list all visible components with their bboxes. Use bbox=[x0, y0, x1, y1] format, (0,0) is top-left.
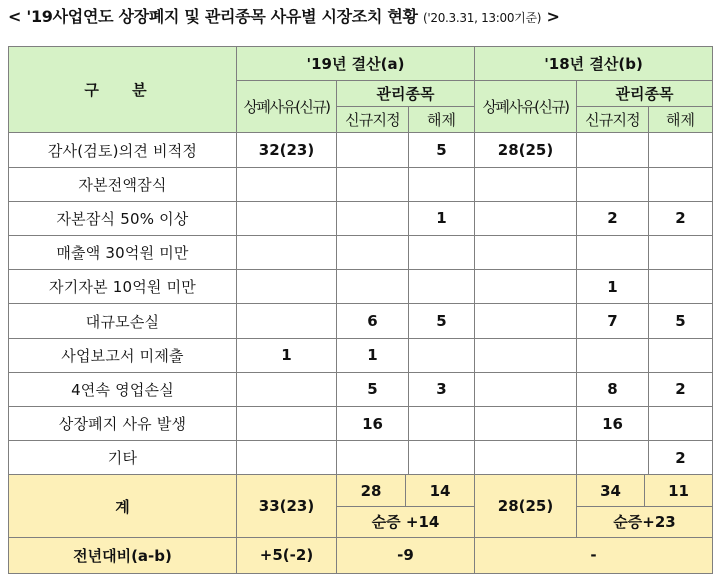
table-row bbox=[9, 406, 713, 440]
cell-b-new: 1 bbox=[577, 270, 649, 304]
header-b-admin: 관리종목 bbox=[577, 81, 713, 107]
total-row bbox=[9, 475, 713, 537]
cell-a-delist bbox=[237, 201, 337, 235]
cell-a-new: 6 bbox=[337, 304, 409, 338]
cell-a-delist bbox=[237, 270, 337, 304]
table-row bbox=[9, 270, 713, 304]
cell-a-delist bbox=[237, 441, 337, 475]
row-label: 자기자본 10억원 미만 bbox=[9, 270, 237, 304]
cell-b-new: 2 bbox=[577, 201, 649, 235]
cell-a-release: 5 bbox=[409, 133, 475, 167]
total-b-new: 34 bbox=[577, 475, 645, 506]
table-row bbox=[9, 441, 713, 475]
cell-a-new bbox=[337, 201, 409, 235]
total-b-release: 11 bbox=[668, 481, 689, 500]
header-b-release: 해제 bbox=[649, 107, 713, 133]
table-row bbox=[9, 201, 713, 235]
cell-b-delist bbox=[475, 167, 577, 201]
cell-a-new: 16 bbox=[337, 406, 409, 440]
cell-b-new: 8 bbox=[577, 372, 649, 406]
total-a-new: 28 bbox=[337, 475, 406, 506]
table-row bbox=[9, 236, 713, 270]
cell-b-new bbox=[577, 441, 649, 475]
cell-a-delist bbox=[237, 304, 337, 338]
title-main: < '19사업연도 상장폐지 및 관리종목 사유별 시장조치 현황 bbox=[8, 7, 418, 26]
cell-a-new bbox=[337, 236, 409, 270]
row-label: 매출액 30억원 미만 bbox=[9, 236, 237, 270]
row-label: 4연속 영업손실 bbox=[9, 372, 237, 406]
total-a-delist: 33(23) bbox=[237, 475, 337, 537]
cell-b-new bbox=[577, 236, 649, 270]
cell-a-new: 5 bbox=[337, 372, 409, 406]
cell-b-new: 7 bbox=[577, 304, 649, 338]
cell-a-release bbox=[409, 167, 475, 201]
row-label: 상장폐지 사유 발생 bbox=[9, 406, 237, 440]
cell-b-delist bbox=[475, 406, 577, 440]
cell-a-new: 1 bbox=[337, 338, 409, 372]
compare-delist: +5(-2) bbox=[237, 537, 337, 573]
cell-b-release bbox=[649, 270, 713, 304]
row-label: 사업보고서 미제출 bbox=[9, 338, 237, 372]
row-label: 자본잠식 50% 이상 bbox=[9, 201, 237, 235]
cell-b-delist bbox=[475, 270, 577, 304]
cell-a-release bbox=[409, 236, 475, 270]
header-period-b: '18년 결산(b) bbox=[475, 47, 713, 81]
header-b-delisting: 상폐사유(신규) bbox=[475, 81, 577, 133]
header-a-delisting: 상폐사유(신규) bbox=[237, 81, 337, 133]
row-label: 감사(검토)의견 비적정 bbox=[9, 133, 237, 167]
table-row bbox=[9, 304, 713, 338]
compare-b: - bbox=[475, 537, 713, 573]
total-b-admin bbox=[577, 475, 713, 537]
compare-label: 전년대비(a-b) bbox=[9, 537, 237, 573]
header-gubun: 구 분 bbox=[9, 47, 237, 133]
header-b-new: 신규지정 bbox=[577, 107, 649, 133]
total-label: 계 bbox=[9, 475, 237, 537]
cell-a-release: 3 bbox=[409, 372, 475, 406]
cell-a-release bbox=[409, 270, 475, 304]
cell-b-release: 2 bbox=[649, 372, 713, 406]
cell-a-delist bbox=[237, 372, 337, 406]
header-a-new: 신규지정 bbox=[337, 107, 409, 133]
cell-a-delist: 32(23) bbox=[237, 133, 337, 167]
compare-admin: -9 bbox=[337, 537, 475, 573]
cell-b-delist bbox=[475, 201, 577, 235]
total-a-release: 14 bbox=[429, 481, 451, 500]
table-row bbox=[9, 372, 713, 406]
total-a-net: 순증 +14 bbox=[371, 512, 440, 531]
cell-b-new bbox=[577, 133, 649, 167]
cell-b-release: 2 bbox=[649, 201, 713, 235]
cell-a-new bbox=[337, 133, 409, 167]
compare-row bbox=[9, 537, 713, 573]
row-label: 대규모손실 bbox=[9, 304, 237, 338]
table-row bbox=[9, 167, 713, 201]
total-b-net: 순증+23 bbox=[613, 512, 676, 531]
cell-b-new bbox=[577, 338, 649, 372]
cell-a-release bbox=[409, 441, 475, 475]
cell-a-delist: 1 bbox=[237, 338, 337, 372]
cell-b-delist bbox=[475, 338, 577, 372]
cell-a-delist bbox=[237, 236, 337, 270]
table-row bbox=[9, 133, 713, 167]
cell-b-release bbox=[649, 236, 713, 270]
cell-a-release: 1 bbox=[409, 201, 475, 235]
cell-a-release bbox=[409, 338, 475, 372]
cell-b-delist bbox=[475, 236, 577, 270]
cell-b-release bbox=[649, 167, 713, 201]
total-b-delist: 28(25) bbox=[475, 475, 577, 537]
cell-b-release: 5 bbox=[649, 304, 713, 338]
cell-b-delist bbox=[475, 372, 577, 406]
cell-b-delist bbox=[475, 304, 577, 338]
cell-a-release: 5 bbox=[409, 304, 475, 338]
table-row bbox=[9, 338, 713, 372]
cell-b-release bbox=[649, 338, 713, 372]
cell-a-new bbox=[337, 441, 409, 475]
header-row-1 bbox=[9, 47, 713, 81]
cell-a-release bbox=[409, 406, 475, 440]
header-period-a: '19년 결산(a) bbox=[237, 47, 475, 81]
cell-a-delist bbox=[237, 167, 337, 201]
header-a-admin: 관리종목 bbox=[337, 81, 475, 107]
row-label: 자본전액잠식 bbox=[9, 167, 237, 201]
total-a-admin-counts bbox=[337, 475, 474, 507]
cell-b-new: 16 bbox=[577, 406, 649, 440]
cell-a-delist bbox=[237, 406, 337, 440]
market-action-table bbox=[8, 46, 713, 574]
cell-b-release bbox=[649, 406, 713, 440]
title-date: ('20.3.31, 13:00기준) bbox=[422, 11, 542, 25]
cell-b-release bbox=[649, 133, 713, 167]
total-a-admin bbox=[337, 475, 475, 537]
cell-b-new bbox=[577, 167, 649, 201]
title-end: > bbox=[546, 7, 560, 26]
cell-b-delist: 28(25) bbox=[475, 133, 577, 167]
cell-a-new bbox=[337, 167, 409, 201]
total-b-admin-counts bbox=[577, 475, 712, 507]
cell-b-delist bbox=[475, 441, 577, 475]
header-a-release: 해제 bbox=[409, 107, 475, 133]
cell-a-new bbox=[337, 270, 409, 304]
page-title bbox=[8, 4, 560, 30]
row-label: 기타 bbox=[9, 441, 237, 475]
cell-b-release: 2 bbox=[649, 441, 713, 475]
